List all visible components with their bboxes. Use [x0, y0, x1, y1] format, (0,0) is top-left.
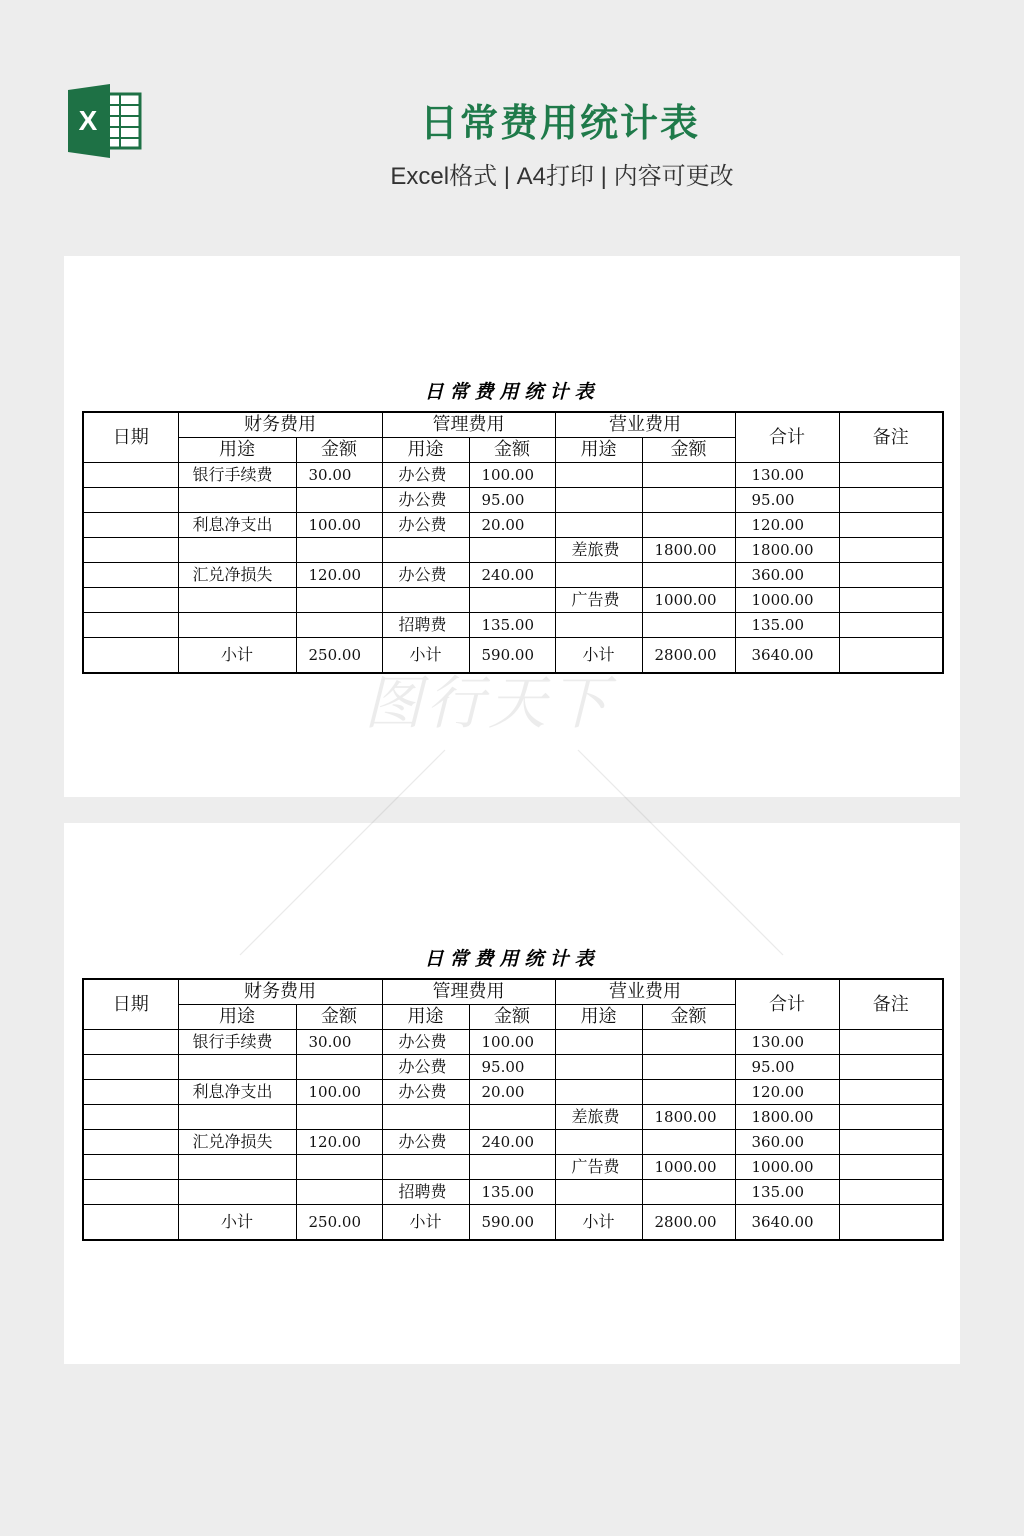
- cell-fin-amt: 30.00: [296, 463, 382, 488]
- cell-date: [83, 1130, 178, 1155]
- preview-page-2: [64, 823, 960, 1364]
- cell-fin-use: [178, 1105, 296, 1130]
- cell-fin-amt: [296, 1055, 382, 1080]
- cell-op-amt: [642, 613, 735, 638]
- cell-mgmt-use: 办公费: [382, 513, 469, 538]
- table-row: [83, 538, 943, 563]
- table-row: [83, 1030, 943, 1055]
- cell-fin-amt: [296, 1155, 382, 1180]
- header-management: 管理费用: [382, 412, 555, 438]
- cell-mgmt-amt: [469, 588, 555, 613]
- cell-remark: [839, 1080, 943, 1105]
- cell-mgmt-amt: 135.00: [469, 1180, 555, 1205]
- cell-date: [83, 513, 178, 538]
- cell-op-amt: [642, 1180, 735, 1205]
- subtotal-op-label: 小计: [555, 638, 642, 674]
- cell-date: [83, 488, 178, 513]
- cell-op-amt: [642, 563, 735, 588]
- cell-op-use: 差旅费: [555, 538, 642, 563]
- cell-op-amt: [642, 463, 735, 488]
- cell-mgmt-amt: 240.00: [469, 563, 555, 588]
- table-row: [83, 613, 943, 638]
- sheet-title: 日常费用统计表: [424, 948, 600, 970]
- header-date: 日期: [83, 412, 178, 463]
- header-use: 用途: [178, 438, 296, 463]
- cell-fin-amt: [296, 588, 382, 613]
- subtotal-row: [83, 1205, 943, 1241]
- table-body: [83, 1030, 943, 1241]
- cell-op-use: [555, 563, 642, 588]
- cell-total: 95.00: [735, 488, 839, 513]
- cell-mgmt-use: [382, 1155, 469, 1180]
- cell-remark: [839, 513, 943, 538]
- cell-mgmt-amt: 100.00: [469, 1030, 555, 1055]
- subtotal-empty-cell: [83, 638, 178, 674]
- table-row: [83, 1080, 943, 1105]
- cell-date: [83, 613, 178, 638]
- cell-date: [83, 563, 178, 588]
- header-use: 用途: [555, 438, 642, 463]
- cell-date: [83, 1080, 178, 1105]
- cell-fin-use: [178, 538, 296, 563]
- table-row: [83, 488, 943, 513]
- cell-op-amt: [642, 488, 735, 513]
- cell-remark: [839, 538, 943, 563]
- cell-mgmt-use: 招聘费: [382, 1180, 469, 1205]
- cell-remark: [839, 1055, 943, 1080]
- cell-remark: [839, 1155, 943, 1180]
- cell-fin-use: [178, 588, 296, 613]
- cell-total: 135.00: [735, 613, 839, 638]
- cell-fin-amt: [296, 613, 382, 638]
- table-row: [83, 463, 943, 488]
- subtotal-mgmt-label: 小计: [382, 1205, 469, 1241]
- cell-mgmt-use: 办公费: [382, 1080, 469, 1105]
- table-row: [83, 1180, 943, 1205]
- cell-date: [83, 1105, 178, 1130]
- header-finance: 财务费用: [178, 979, 382, 1005]
- cell-date: [83, 1030, 178, 1055]
- cell-op-amt: [642, 1055, 735, 1080]
- cell-fin-use: [178, 488, 296, 513]
- cell-mgmt-use: 办公费: [382, 563, 469, 588]
- cell-fin-amt: 100.00: [296, 1080, 382, 1105]
- header-use: 用途: [555, 1005, 642, 1030]
- header-amount: 金额: [642, 1005, 735, 1030]
- subtotal-empty-cell: [839, 1205, 943, 1241]
- subtotal-empty-cell: [839, 638, 943, 674]
- header-date: 日期: [83, 979, 178, 1030]
- header-amount: 金额: [296, 438, 382, 463]
- cell-fin-amt: [296, 1180, 382, 1205]
- cell-mgmt-use: 办公费: [382, 1030, 469, 1055]
- header-amount: 金额: [642, 438, 735, 463]
- cell-remark: [839, 1130, 943, 1155]
- subtotal-total: 3640.00: [735, 1205, 839, 1241]
- cell-op-use: [555, 488, 642, 513]
- cell-remark: [839, 563, 943, 588]
- cell-fin-amt: 100.00: [296, 513, 382, 538]
- table-row: [83, 588, 943, 613]
- header-use: 用途: [382, 1005, 469, 1030]
- header-amount: 金额: [469, 1005, 555, 1030]
- cell-op-amt: 1000.00: [642, 1155, 735, 1180]
- cell-op-use: [555, 1130, 642, 1155]
- cell-remark: [839, 488, 943, 513]
- table-row: [83, 1155, 943, 1180]
- subtotal-op-amt: 2800.00: [642, 1205, 735, 1241]
- cell-total: 120.00: [735, 513, 839, 538]
- header-use: 用途: [178, 1005, 296, 1030]
- table-row: [83, 563, 943, 588]
- header-operating: 营业费用: [555, 412, 735, 438]
- cell-remark: [839, 588, 943, 613]
- cell-mgmt-use: 办公费: [382, 463, 469, 488]
- cell-fin-use: 汇兑净损失: [178, 563, 296, 588]
- subtotal-fin-amt: 250.00: [296, 638, 382, 674]
- subtotal-mgmt-amt: 590.00: [469, 638, 555, 674]
- cell-date: [83, 463, 178, 488]
- cell-fin-use: 利息净支出: [178, 1080, 296, 1105]
- subtotal-fin-label: 小计: [178, 638, 296, 674]
- cell-mgmt-use: 办公费: [382, 1055, 469, 1080]
- header-amount: 金额: [296, 1005, 382, 1030]
- subtotal-fin-label: 小计: [178, 1205, 296, 1241]
- watermark: 图行天下: [364, 669, 613, 737]
- cell-op-amt: [642, 1030, 735, 1055]
- cell-fin-use: [178, 1180, 296, 1205]
- cell-op-amt: 1000.00: [642, 588, 735, 613]
- cell-op-use: 广告费: [555, 588, 642, 613]
- cell-mgmt-use: [382, 538, 469, 563]
- subtotal-op-amt: 2800.00: [642, 638, 735, 674]
- cell-mgmt-use: 招聘费: [382, 613, 469, 638]
- cell-date: [83, 1155, 178, 1180]
- page-title: 日常费用统计表: [419, 101, 700, 145]
- header-use: 用途: [382, 438, 469, 463]
- cell-op-use: [555, 1180, 642, 1205]
- cell-total: 1800.00: [735, 1105, 839, 1130]
- subtotal-total: 3640.00: [735, 638, 839, 674]
- cell-total: 120.00: [735, 1080, 839, 1105]
- header-total: 合计: [735, 979, 839, 1030]
- cell-fin-amt: [296, 1105, 382, 1130]
- cell-date: [83, 538, 178, 563]
- subtotal-row: [83, 638, 943, 674]
- table-row: [83, 1130, 943, 1155]
- sheet-title: 日常费用统计表: [424, 381, 600, 403]
- cell-date: [83, 1180, 178, 1205]
- table-row: [83, 513, 943, 538]
- header-total: 合计: [735, 412, 839, 463]
- cell-total: 135.00: [735, 1180, 839, 1205]
- cell-total: 95.00: [735, 1055, 839, 1080]
- cell-total: 1800.00: [735, 538, 839, 563]
- cell-fin-use: [178, 1055, 296, 1080]
- cell-mgmt-use: [382, 588, 469, 613]
- cell-mgmt-amt: 135.00: [469, 613, 555, 638]
- cell-op-amt: [642, 1130, 735, 1155]
- header-amount: 金额: [469, 438, 555, 463]
- subtotal-mgmt-label: 小计: [382, 638, 469, 674]
- cell-op-use: [555, 1080, 642, 1105]
- cell-mgmt-amt: 95.00: [469, 1055, 555, 1080]
- cell-remark: [839, 1180, 943, 1205]
- subtotal-mgmt-amt: 590.00: [469, 1205, 555, 1241]
- page-subtitle: Excel格式 | A4打印 | 内容可更改: [390, 163, 734, 190]
- cell-op-use: [555, 1055, 642, 1080]
- header-finance: 财务费用: [178, 412, 382, 438]
- cell-date: [83, 1055, 178, 1080]
- expense-table: [82, 978, 944, 1241]
- cell-fin-amt: [296, 538, 382, 563]
- cell-op-amt: 1800.00: [642, 538, 735, 563]
- cell-op-use: 广告费: [555, 1155, 642, 1180]
- subtotal-op-label: 小计: [555, 1205, 642, 1241]
- cell-mgmt-amt: [469, 538, 555, 563]
- cell-mgmt-amt: 20.00: [469, 513, 555, 538]
- cell-remark: [839, 1105, 943, 1130]
- header-management: 管理费用: [382, 979, 555, 1005]
- cell-fin-amt: 30.00: [296, 1030, 382, 1055]
- cell-fin-use: 银行手续费: [178, 463, 296, 488]
- cell-fin-amt: 120.00: [296, 1130, 382, 1155]
- cell-op-use: [555, 513, 642, 538]
- cell-mgmt-amt: [469, 1105, 555, 1130]
- cell-fin-use: 利息净支出: [178, 513, 296, 538]
- cell-op-use: [555, 463, 642, 488]
- table-row: [83, 1055, 943, 1080]
- cell-mgmt-use: 办公费: [382, 1130, 469, 1155]
- cell-mgmt-use: 办公费: [382, 488, 469, 513]
- expense-table: [82, 411, 944, 674]
- cell-mgmt-use: [382, 1105, 469, 1130]
- cell-mgmt-amt: 240.00: [469, 1130, 555, 1155]
- cell-fin-amt: 120.00: [296, 563, 382, 588]
- subtotal-fin-amt: 250.00: [296, 1205, 382, 1241]
- cell-mgmt-amt: 100.00: [469, 463, 555, 488]
- cell-remark: [839, 1030, 943, 1055]
- cell-op-amt: 1800.00: [642, 1105, 735, 1130]
- cell-remark: [839, 463, 943, 488]
- cell-fin-amt: [296, 488, 382, 513]
- cell-op-use: 差旅费: [555, 1105, 642, 1130]
- cell-op-use: [555, 1030, 642, 1055]
- cell-mgmt-amt: [469, 1155, 555, 1180]
- cell-op-amt: [642, 1080, 735, 1105]
- header-operating: 营业费用: [555, 979, 735, 1005]
- cell-total: 130.00: [735, 1030, 839, 1055]
- cell-op-use: [555, 613, 642, 638]
- cell-total: 360.00: [735, 563, 839, 588]
- cell-fin-use: [178, 613, 296, 638]
- cell-total: 1000.00: [735, 1155, 839, 1180]
- preview-page-1: [64, 256, 960, 797]
- cell-total: 360.00: [735, 1130, 839, 1155]
- cell-fin-use: 银行手续费: [178, 1030, 296, 1055]
- cell-remark: [839, 613, 943, 638]
- cell-mgmt-amt: 20.00: [469, 1080, 555, 1105]
- table-row: [83, 1105, 943, 1130]
- cell-op-amt: [642, 513, 735, 538]
- subtotal-empty-cell: [83, 1205, 178, 1241]
- cell-fin-use: 汇兑净损失: [178, 1130, 296, 1155]
- excel-logo-letter: X: [78, 105, 98, 136]
- cell-fin-use: [178, 1155, 296, 1180]
- table-body: [83, 463, 943, 674]
- cell-total: 1000.00: [735, 588, 839, 613]
- cell-mgmt-amt: 95.00: [469, 488, 555, 513]
- cell-total: 130.00: [735, 463, 839, 488]
- header-remark: 备注: [839, 412, 943, 463]
- cell-date: [83, 588, 178, 613]
- header-remark: 备注: [839, 979, 943, 1030]
